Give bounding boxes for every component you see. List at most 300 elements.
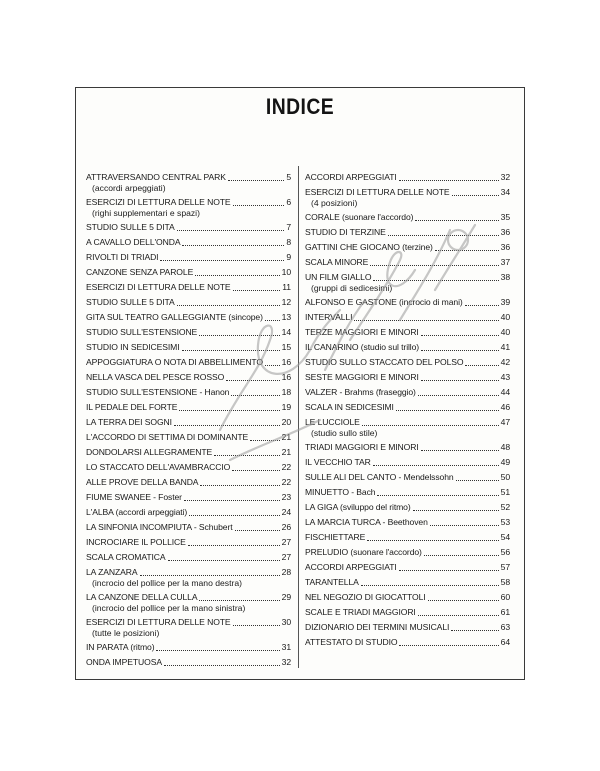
index-entry-line <box>305 327 510 338</box>
index-entry <box>305 487 510 498</box>
index-entry-line <box>86 552 291 563</box>
dot-leader <box>199 599 279 601</box>
entry-page-number: 27 <box>281 552 291 562</box>
index-entry <box>86 592 291 613</box>
dot-leader <box>189 514 279 516</box>
column-divider <box>298 166 299 668</box>
index-entry <box>305 577 510 588</box>
entry-title: ACCORDI ARPEGGIATI <box>305 172 397 182</box>
entry-page-number: 26 <box>281 522 291 532</box>
entry-title: LA ZANZARA <box>86 567 138 577</box>
entry-page-number: 10 <box>281 267 291 277</box>
entry-page-number: 29 <box>281 592 291 602</box>
index-entry-line <box>305 622 510 633</box>
index-entry <box>86 252 291 263</box>
dot-leader <box>399 569 499 571</box>
entry-title: DONDOLARSI ALLEGRAMENTE <box>86 447 213 457</box>
dot-leader <box>228 179 284 181</box>
index-entry <box>86 282 291 293</box>
dot-leader <box>399 644 498 646</box>
entry-page-number: 19 <box>281 402 291 412</box>
entry-page-number: 52 <box>500 502 510 512</box>
entry-page-number: 6 <box>286 197 291 207</box>
index-entry <box>86 432 291 443</box>
index-entry-line <box>86 267 291 278</box>
index-entry-line <box>86 402 291 413</box>
entry-title: STUDIO SULLE 5 DITA <box>86 297 175 307</box>
dot-leader <box>465 364 498 366</box>
dot-leader <box>354 319 498 321</box>
index-entry-line <box>305 547 510 558</box>
index-entry <box>305 457 510 468</box>
entry-page-number: 15 <box>281 342 291 352</box>
entry-subtitle: (tutte le posizioni) <box>92 628 160 638</box>
entry-page-number: 14 <box>281 327 291 337</box>
index-entry <box>305 402 510 413</box>
dot-leader <box>164 664 280 666</box>
index-entry <box>305 607 510 618</box>
index-entry <box>305 532 510 543</box>
index-entry-line <box>86 537 291 548</box>
index-entry-line <box>86 252 291 263</box>
index-entry-line <box>86 327 291 338</box>
index-entry <box>305 387 510 398</box>
entry-page-number: 18 <box>281 387 291 397</box>
index-entry-line <box>86 462 291 473</box>
index-entry <box>86 617 291 638</box>
index-entry-line <box>305 637 510 648</box>
dot-leader <box>421 349 499 351</box>
entry-page-number: 54 <box>500 532 510 542</box>
entry-title: ALLE PROVE DELLA BANDA <box>86 477 199 487</box>
entry-title: STUDIO SULLE 5 DITA <box>86 222 175 232</box>
entry-page-number: 20 <box>281 417 291 427</box>
index-entry <box>86 567 291 588</box>
entry-page-number: 35 <box>500 212 510 222</box>
index-entry <box>305 547 510 558</box>
dot-leader <box>233 289 281 291</box>
index-entry <box>86 522 291 533</box>
dot-leader <box>399 179 499 181</box>
entry-page-number: 57 <box>500 562 510 572</box>
index-entry-line <box>86 387 291 398</box>
index-entry-line <box>305 387 510 398</box>
entry-title: RIVOLTI DI TRIADI <box>86 252 159 262</box>
index-entry-line <box>86 372 291 383</box>
dot-leader <box>452 194 499 196</box>
entry-page-number: 36 <box>500 227 510 237</box>
entry-title: SCALE E TRIADI MAGGIORI <box>305 607 416 617</box>
dot-leader <box>174 424 280 426</box>
entry-page-number: 58 <box>500 577 510 587</box>
index-entry-line <box>305 442 510 453</box>
index-entry-line <box>86 357 291 368</box>
entry-page-number: 34 <box>500 187 510 197</box>
dot-leader <box>184 499 280 501</box>
dot-leader <box>435 249 499 251</box>
entry-title: LA MARCIA TURCA - Beethoven <box>305 517 428 527</box>
entry-page-number: 40 <box>500 312 510 322</box>
index-entry-line <box>86 297 291 308</box>
dot-leader <box>177 304 280 306</box>
index-entry-line <box>305 402 510 413</box>
entry-title: NELLA VASCA DEL PESCE ROSSO <box>86 372 225 382</box>
entry-page-number: 9 <box>286 252 291 262</box>
entry-page-number: 11 <box>282 282 291 292</box>
index-entry-line <box>86 312 291 323</box>
entry-title: GITA SUL TEATRO GALLEGGIANTE (sincope) <box>86 312 263 322</box>
entry-page-number: 46 <box>500 402 510 412</box>
entry-page-number: 16 <box>281 357 291 367</box>
dot-leader <box>168 559 280 561</box>
dot-leader <box>231 394 279 396</box>
index-entry <box>86 197 291 218</box>
dot-leader <box>232 469 279 471</box>
index-entry-line <box>86 592 291 603</box>
entry-title: UN FILM GIALLO <box>305 272 372 282</box>
entry-page-number: 32 <box>281 657 291 667</box>
index-entry-line <box>305 417 510 428</box>
entry-page-number: 51 <box>500 487 510 497</box>
entry-page-number: 48 <box>500 442 510 452</box>
index-entry-line <box>305 242 510 253</box>
dot-leader <box>200 484 279 486</box>
entry-title: CANZONE SENZA PAROLE <box>86 267 194 277</box>
dot-leader <box>415 219 498 221</box>
dot-leader <box>179 409 279 411</box>
entry-page-number: 64 <box>500 637 510 647</box>
entry-page-number: 60 <box>500 592 510 602</box>
index-entry <box>305 622 510 633</box>
index-entry <box>305 357 510 368</box>
entry-page-number: 31 <box>281 642 291 652</box>
entry-page-number: 41 <box>500 342 510 352</box>
entry-page-number: 50 <box>500 472 510 482</box>
entry-page-number: 28 <box>281 567 291 577</box>
entry-title: LO STACCATO DELL'AVAMBRACCIO <box>86 462 231 472</box>
dot-leader <box>451 629 498 631</box>
dot-leader <box>367 539 498 541</box>
index-entry <box>86 537 291 548</box>
entry-subtitle: (incrocio del pollice per la mano destra) <box>92 578 242 588</box>
index-entry-line <box>305 487 510 498</box>
entry-title: MINUETTO - Bach <box>305 487 376 497</box>
index-entry <box>86 402 291 413</box>
index-entry-line <box>86 447 291 458</box>
index-entry <box>305 637 510 648</box>
index-entry-line <box>305 227 510 238</box>
entry-page-number: 30 <box>281 617 291 627</box>
index-entry-line <box>305 272 510 283</box>
entry-page-number: 8 <box>286 237 291 247</box>
index-entry <box>86 507 291 518</box>
dot-leader <box>396 409 499 411</box>
index-entry <box>305 187 510 208</box>
entry-title: SCALA IN SEDICESIMI <box>305 402 394 412</box>
entry-title: TRIADI MAGGIORI E MINORI <box>305 442 419 452</box>
entry-title: TERZE MAGGIORI E MINORI <box>305 327 419 337</box>
entry-subtitle: (studio sullo stile) <box>311 428 378 438</box>
index-entry-line <box>305 372 510 383</box>
index-entry <box>86 357 291 368</box>
index-entry-line <box>86 432 291 443</box>
index-entry <box>305 327 510 338</box>
entry-title: PRELUDIO (suonare l'accordo) <box>305 547 422 557</box>
entry-page-number: 36 <box>500 242 510 252</box>
entry-title: VALZER - Brahms (fraseggio) <box>305 387 416 397</box>
dot-leader <box>421 379 499 381</box>
index-entry <box>86 267 291 278</box>
left-column <box>86 172 291 672</box>
entry-page-number: 40 <box>500 327 510 337</box>
entry-title: L'ACCORDO DI SETTIMA DI DOMINANTE <box>86 432 249 442</box>
entry-title: DIZIONARIO DEI TERMINI MUSICALI <box>305 622 450 632</box>
entry-page-number: 22 <box>281 477 291 487</box>
index-entry <box>86 342 291 353</box>
dot-leader <box>235 529 280 531</box>
index-entry <box>305 272 510 293</box>
index-entry <box>305 517 510 528</box>
index-entry <box>305 242 510 253</box>
index-page <box>75 87 525 680</box>
entry-page-number: 44 <box>500 387 510 397</box>
index-entry-line <box>86 657 291 668</box>
dot-leader <box>214 454 279 456</box>
entry-title: ESERCIZI DI LETTURA DELLE NOTE <box>86 282 231 292</box>
entry-page-number: 49 <box>500 457 510 467</box>
index-entry <box>86 657 291 668</box>
entry-title: NEL NEGOZIO DI GIOCATTOLI <box>305 592 426 602</box>
entry-title: APPOGGIATURA O NOTA DI ABBELLIMENTO <box>86 357 264 367</box>
index-entry <box>305 297 510 308</box>
index-entry <box>305 227 510 238</box>
entry-page-number: 56 <box>500 547 510 557</box>
index-entry-line <box>305 187 510 198</box>
index-entry <box>86 477 291 488</box>
entry-title: IN PARATA (ritmo) <box>86 642 155 652</box>
entry-title: LA TERRA DEI SOGNI <box>86 417 172 427</box>
entry-title: ALFONSO E GASTONE (incrocio di mani) <box>305 297 463 307</box>
index-entry-line <box>86 282 291 293</box>
index-entry <box>86 222 291 233</box>
dot-leader <box>160 259 284 261</box>
dot-leader <box>362 424 499 426</box>
entry-title: LA SINFONIA INCOMPIUTA - Schubert <box>86 522 233 532</box>
entry-title: TARANTELLA <box>305 577 359 587</box>
index-entry-line <box>86 237 291 248</box>
index-entry-line <box>86 522 291 533</box>
index-entry <box>305 442 510 453</box>
index-entry-line <box>305 457 510 468</box>
index-entry-line <box>305 607 510 618</box>
index-entry <box>305 342 510 353</box>
entry-page-number: 42 <box>500 357 510 367</box>
index-entry <box>86 492 291 503</box>
entry-title: ESERCIZI DI LETTURA DELLE NOTE <box>86 617 231 627</box>
dot-leader <box>265 319 280 321</box>
entry-title: STUDIO IN SEDICESIMI <box>86 342 180 352</box>
index-entry <box>86 237 291 248</box>
index-entry <box>305 417 510 438</box>
entry-title: ESERCIZI DI LETTURA DELLE NOTE <box>305 187 450 197</box>
dot-leader <box>188 544 280 546</box>
right-column <box>305 172 510 652</box>
entry-title: SULLE ALI DEL CANTO - Mendelssohn <box>305 472 454 482</box>
entry-subtitle: (4 posizioni) <box>311 198 358 208</box>
entry-page-number: 13 <box>281 312 291 322</box>
index-entry-line <box>305 532 510 543</box>
dot-leader <box>373 464 499 466</box>
index-entry-line <box>86 342 291 353</box>
index-entry-line <box>305 172 510 183</box>
index-entry-line <box>86 642 291 653</box>
entry-page-number: 22 <box>281 462 291 472</box>
dot-leader <box>428 599 499 601</box>
index-entry-line <box>305 342 510 353</box>
entry-page-number: 38 <box>500 272 510 282</box>
dot-leader <box>418 394 499 396</box>
entry-title: LE LUCCIOLE <box>305 417 360 427</box>
entry-title: LA GIGA (sviluppo del ritmo) <box>305 502 411 512</box>
index-entry-line <box>86 417 291 428</box>
entry-title: ACCORDI ARPEGGIATI <box>305 562 397 572</box>
entry-title: STUDIO SULL'ESTENSIONE - Hanon <box>86 387 230 397</box>
entry-title: ONDA IMPETUOSA <box>86 657 162 667</box>
entry-page-number: 7 <box>286 222 291 232</box>
index-entry <box>305 562 510 573</box>
entry-page-number: 53 <box>500 517 510 527</box>
index-entry <box>86 172 291 193</box>
entry-page-number: 47 <box>500 417 510 427</box>
index-entry-line <box>86 507 291 518</box>
entry-title: LA CANZONE DELLA CULLA <box>86 592 198 602</box>
entry-page-number: 27 <box>281 537 291 547</box>
index-entry <box>305 212 510 223</box>
page-title: INDICE <box>265 94 335 119</box>
dot-leader <box>421 334 499 336</box>
entry-title: STUDIO DI TERZINE <box>305 227 386 237</box>
entry-page-number: 12 <box>281 297 291 307</box>
index-entry-line <box>305 502 510 513</box>
dot-leader <box>361 584 499 586</box>
entry-page-number: 63 <box>500 622 510 632</box>
entry-title: ATTESTATO DI STUDIO <box>305 637 398 647</box>
entry-title: STUDIO SULLO STACCATO DEL POLSO <box>305 357 464 367</box>
index-entry-line <box>305 212 510 223</box>
dot-leader <box>177 229 285 231</box>
entry-page-number: 24 <box>281 507 291 517</box>
index-entry <box>305 372 510 383</box>
index-entry <box>86 417 291 428</box>
dot-leader <box>377 494 498 496</box>
dot-leader <box>424 554 499 556</box>
dot-leader <box>250 439 280 441</box>
dot-leader <box>140 574 280 576</box>
index-entry-line <box>86 197 291 208</box>
entry-title: SESTE MAGGIORI E MINORI <box>305 372 419 382</box>
entry-title: FIUME SWANEE - Foster <box>86 492 182 502</box>
entry-title: ESERCIZI DI LETTURA DELLE NOTE <box>86 197 231 207</box>
entry-title: CORALE (suonare l'accordo) <box>305 212 414 222</box>
index-entry-line <box>86 222 291 233</box>
dot-leader <box>373 279 498 281</box>
entry-subtitle: (righi supplementari e spazi) <box>92 208 200 218</box>
index-entry <box>86 447 291 458</box>
entry-subtitle: (gruppi di sedicesimi) <box>311 283 393 293</box>
dot-leader <box>413 509 499 511</box>
dot-leader <box>418 614 499 616</box>
index-entry <box>305 312 510 323</box>
index-entry <box>305 472 510 483</box>
dot-leader <box>456 479 499 481</box>
entry-page-number: 37 <box>500 257 510 267</box>
dot-leader <box>465 304 499 306</box>
index-entry <box>305 592 510 603</box>
entry-title: A CAVALLO DELL'ONDA <box>86 237 181 247</box>
index-entry-line <box>86 617 291 628</box>
entry-title: IL PEDALE DEL FORTE <box>86 402 178 412</box>
entry-page-number: 16 <box>281 372 291 382</box>
index-entry-line <box>305 577 510 588</box>
entry-title: IL VECCHIO TAR <box>305 457 371 467</box>
entry-page-number: 39 <box>500 297 510 307</box>
entry-subtitle: (accordi arpeggiati) <box>92 183 166 193</box>
index-entry-line <box>86 172 291 183</box>
dot-leader <box>195 274 279 276</box>
dot-leader <box>199 334 279 336</box>
dot-leader <box>156 649 279 651</box>
dot-leader <box>233 624 280 626</box>
entry-title: IL CANARINO (studio sul trillo) <box>305 342 420 352</box>
entry-subtitle: (incrocio del pollice per la mano sinistra) <box>92 603 246 613</box>
entry-page-number: 32 <box>500 172 510 182</box>
entry-title: INCROCIARE IL POLLICE <box>86 537 186 547</box>
index-entry-line <box>86 567 291 578</box>
index-entry-line <box>86 477 291 488</box>
index-entry <box>86 297 291 308</box>
index-entry <box>86 372 291 383</box>
dot-leader <box>182 244 284 246</box>
dot-leader <box>226 379 279 381</box>
entry-title: INTERVALLI <box>305 312 353 322</box>
index-entry-line <box>305 312 510 323</box>
entry-page-number: 21 <box>281 432 291 442</box>
index-entry-line <box>305 517 510 528</box>
dot-leader <box>430 524 499 526</box>
index-entry-line <box>305 257 510 268</box>
entry-page-number: 21 <box>281 447 291 457</box>
entry-title: GATTINI CHE GIOCANO (terzine) <box>305 242 433 252</box>
entry-title: FISCHIETTARE <box>305 532 366 542</box>
index-entry-line <box>305 357 510 368</box>
dot-leader <box>233 204 285 206</box>
index-entry <box>86 552 291 563</box>
index-entry <box>86 462 291 473</box>
index-entry <box>305 257 510 268</box>
entry-title: STUDIO SULL'ESTENSIONE <box>86 327 198 337</box>
entry-page-number: 23 <box>281 492 291 502</box>
dot-leader <box>388 234 499 236</box>
index-entry <box>86 642 291 653</box>
index-entry <box>305 502 510 513</box>
entry-page-number: 43 <box>500 372 510 382</box>
dot-leader <box>421 449 499 451</box>
dot-leader <box>265 364 280 366</box>
index-entry-line <box>305 297 510 308</box>
dot-leader <box>182 349 280 351</box>
index-entry-line <box>305 472 510 483</box>
index-entry-line <box>86 492 291 503</box>
